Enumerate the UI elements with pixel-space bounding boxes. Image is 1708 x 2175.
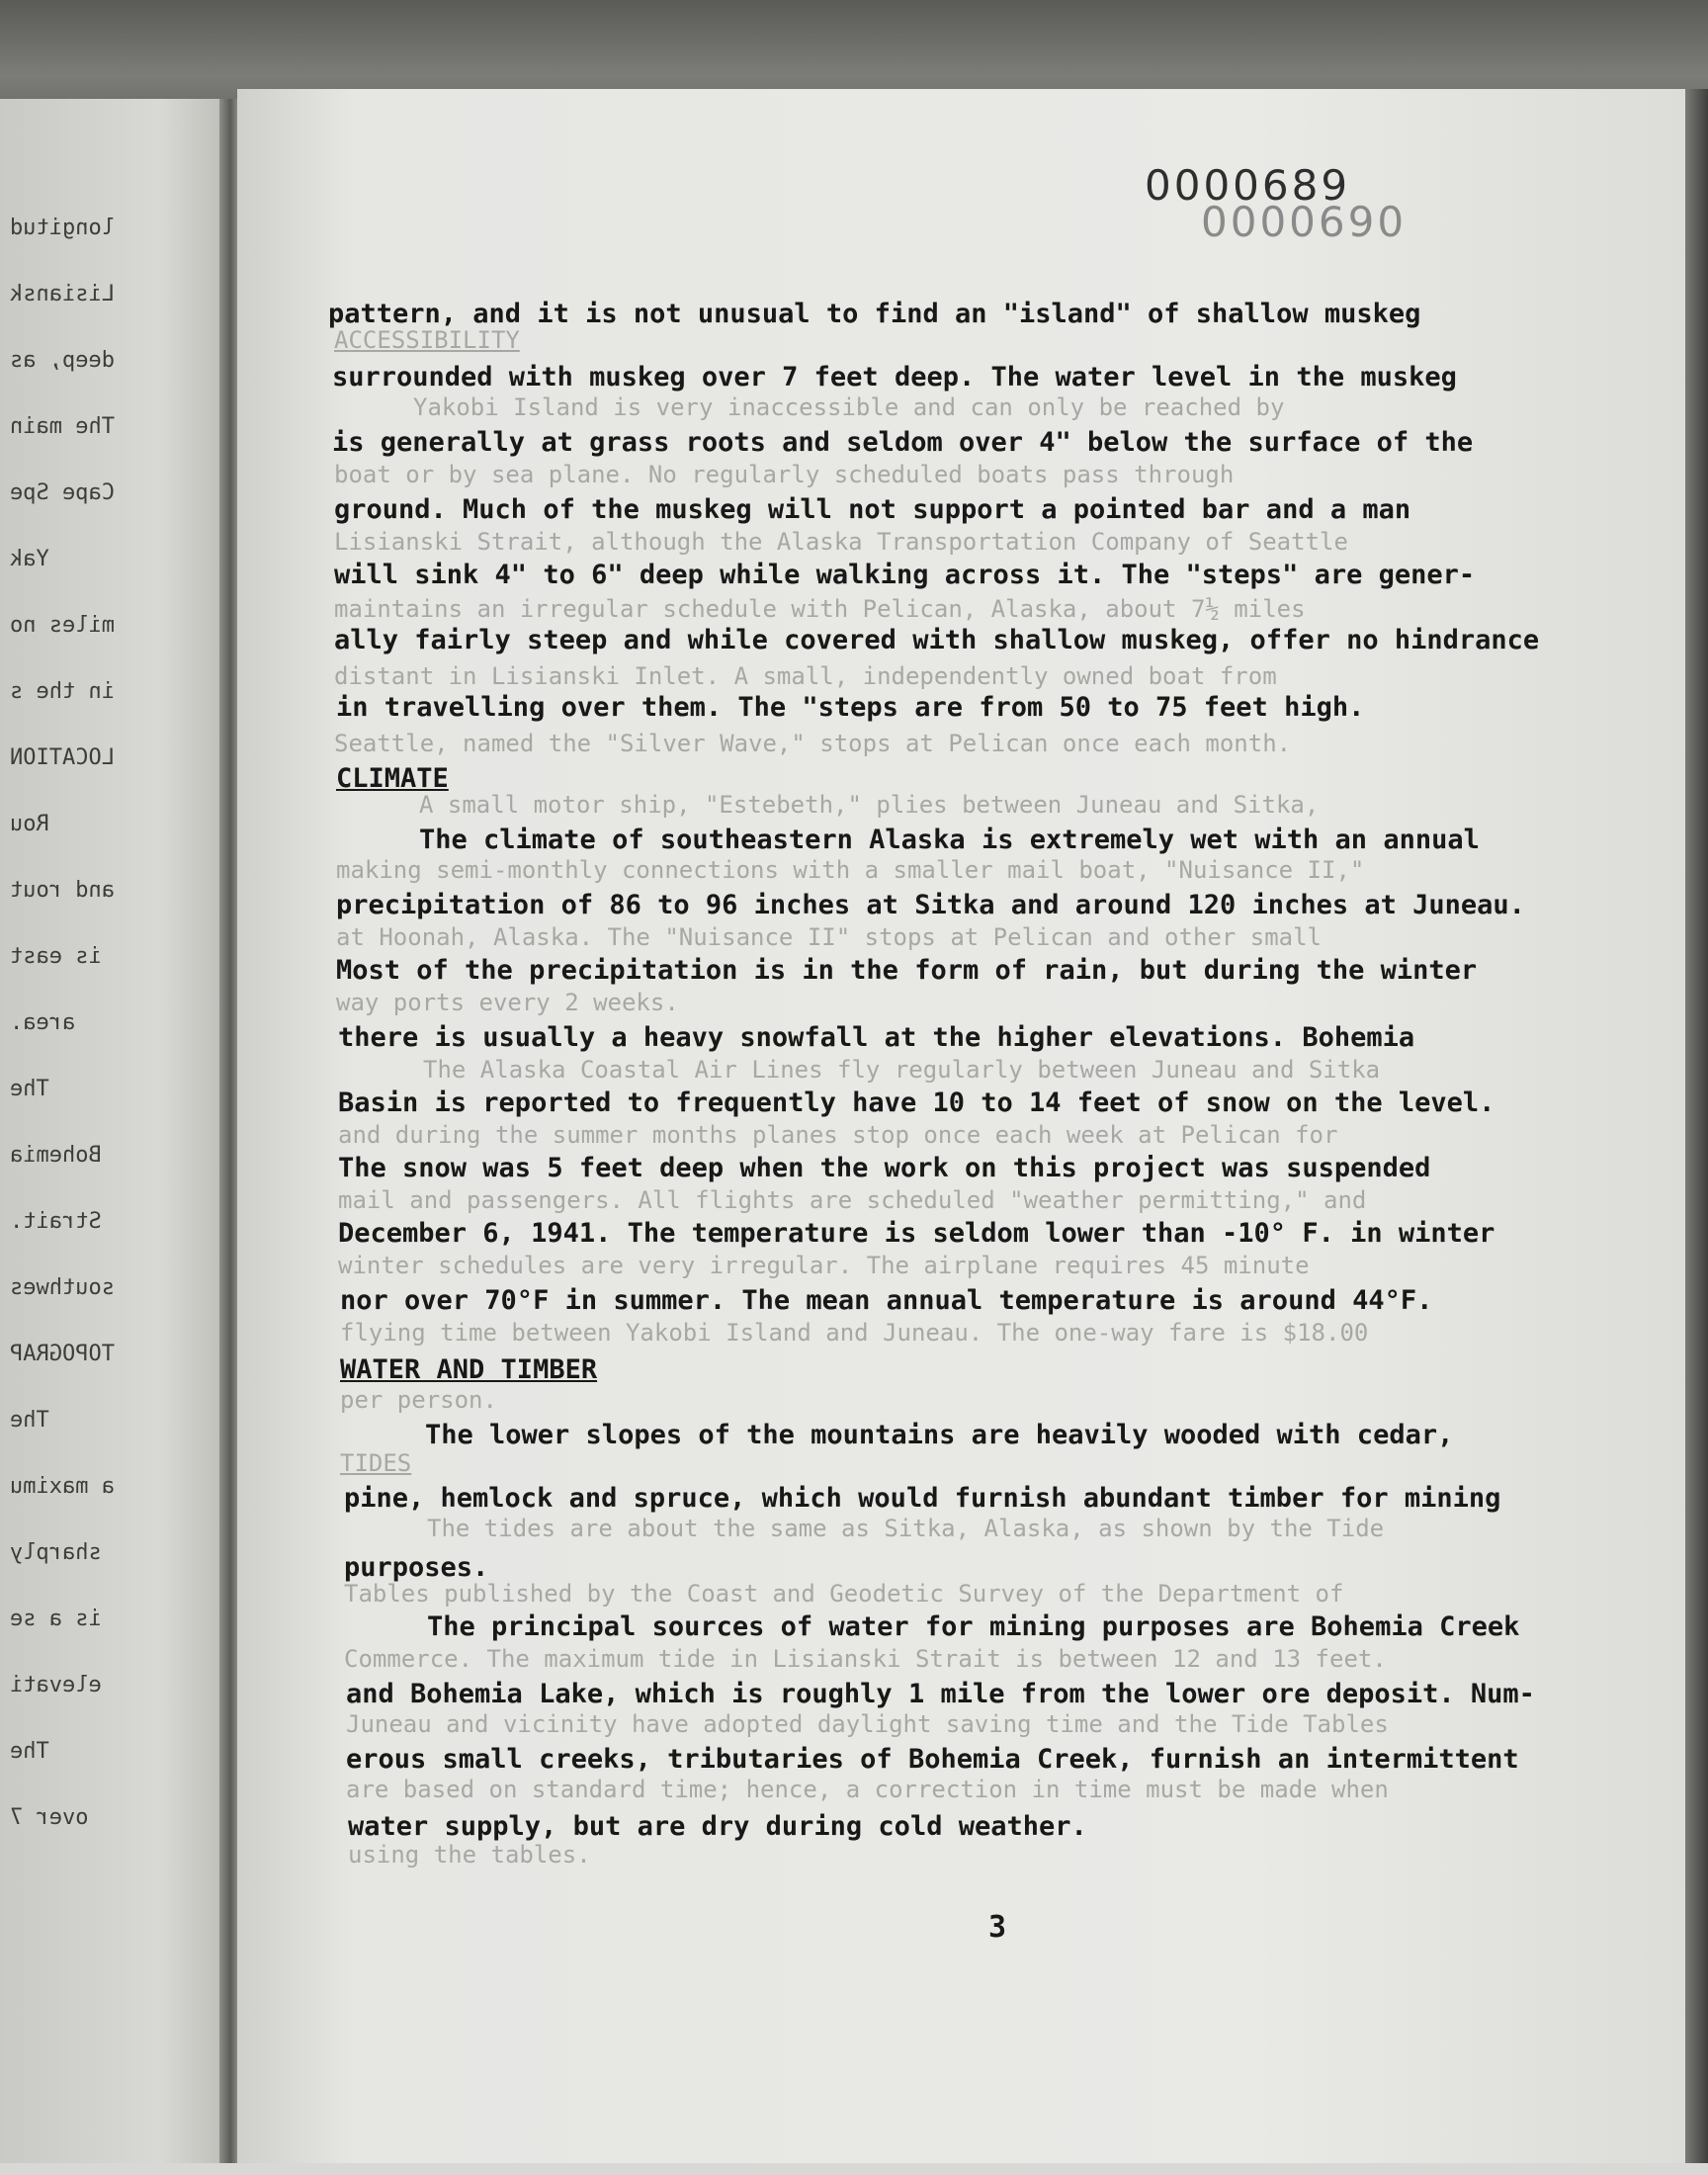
text-line: there is usually a heavy snowfall at the higher elevations. Bohemia: [338, 1022, 1415, 1053]
document-number-stamp-faded: 0000690: [1201, 198, 1408, 246]
page-number: 3: [988, 1910, 1007, 1945]
left-page-fragment: [10, 1143, 128, 1182]
left-page-fragment: [10, 1209, 128, 1249]
left-page-fragment-text: is east: [10, 944, 102, 969]
left-page-fragment: [10, 216, 128, 255]
left-page-fragment: [10, 745, 128, 785]
left-page-fragment-text: over 7: [10, 1805, 89, 1830]
left-page-fragment-text: The: [10, 1739, 49, 1764]
left-page-fragment: [10, 1010, 128, 1050]
left-page-fragment-text: Bohemia: [10, 1143, 102, 1168]
bleed-through-line: Commerce. The maximum tide in Lisianski Strait is between 12 and 13 feet.: [344, 1645, 1387, 1673]
text-line: is generally at grass roots and seldom over 4" below the surface of the: [332, 427, 1474, 458]
left-page-fragment-text: Strait.: [10, 1209, 102, 1234]
left-page-fragment-text: Rou: [10, 812, 49, 836]
left-page-fragment: [10, 1607, 128, 1646]
bleed-through-line: Seattle, named the "Silver Wave," stops at Pelican once each month.: [334, 730, 1292, 757]
left-page-fragment: [10, 414, 128, 454]
left-page-fragment-text: and rout: [10, 878, 115, 903]
text-line: erous small creeks, tributaries of Bohemia Creek, furnish an intermittent: [346, 1744, 1519, 1775]
scanner-background-bottom: [0, 2163, 1708, 2175]
page-edge-shadow: [1685, 89, 1708, 2175]
bleed-through-line: A small motor ship, "Estebeth," plies between Juneau and Sitka,: [419, 791, 1320, 819]
left-page-fragment-text: is a se: [10, 1607, 102, 1631]
left-page-fragment: [10, 679, 128, 719]
left-page-fragment: [10, 1739, 128, 1779]
left-page-fragment: [10, 1805, 128, 1845]
bleed-through-line: ACCESSIBILITY: [334, 326, 520, 354]
text-line: ground. Much of the muskeg will not support a pointed bar and a man: [334, 494, 1411, 525]
bleed-through-line: flying time between Yakobi Island and Juneau. The one-way fare is $18.00: [340, 1319, 1369, 1347]
bleed-through-line: way ports every 2 weeks.: [336, 989, 679, 1016]
left-page-fragment: [10, 1275, 128, 1315]
left-page-fragment-text: LOCATION: [10, 745, 115, 770]
bleed-through-line: Lisianski Strait, although the Alaska Transportation Company of Seattle: [334, 528, 1348, 556]
left-page-fragment-text: sharply: [10, 1540, 102, 1565]
text-line: water supply, but are dry during cold weather.: [348, 1811, 1087, 1842]
bleed-through-line: maintains an irregular schedule with Pelican, Alaska, about 7½ miles: [334, 595, 1306, 623]
bleed-through-line: distant in Lisianski Inlet. A small, independently owned boat from: [334, 662, 1277, 690]
bleed-through-line: TIDES: [340, 1449, 412, 1477]
left-page-fragment-text: Cape Spe: [10, 480, 115, 505]
bleed-through-line: winter schedules are very irregular. The airplane requires 45 minute: [338, 1252, 1310, 1279]
left-page-fragment-text: Lisiansk: [10, 282, 115, 306]
bleed-through-line: using the tables.: [348, 1841, 591, 1869]
text-line: The snow was 5 feet deep when the work on this project was suspended: [338, 1153, 1431, 1183]
text-line: purposes.: [344, 1552, 489, 1583]
left-page-fragment-text: area.: [10, 1010, 76, 1035]
bleed-through-line: mail and passengers. All flights are scheduled "weather permitting," and: [338, 1186, 1367, 1214]
left-page-fragment: [10, 1077, 128, 1116]
bleed-through-line: making semi-monthly connections with a smaller mail boat, "Nuisance II,": [336, 856, 1365, 884]
left-page-fragment: [10, 1540, 128, 1580]
bleed-through-line: The tides are about the same as Sitka, Alaska, as shown by the Tide: [427, 1515, 1385, 1542]
bleed-through-line: Juneau and vicinity have adopted daylight saving time and the Tide Tables: [346, 1710, 1389, 1738]
left-page-fragment-text: a maximu: [10, 1474, 115, 1499]
left-page-fragment-text: The main: [10, 414, 115, 439]
text-line: The principal sources of water for mining purposes are Bohemia Creek: [427, 1611, 1520, 1642]
bleed-through-line: Yakobi Island is very inaccessible and can only be reached by: [413, 393, 1285, 421]
left-page-fragment-text: elevati: [10, 1673, 102, 1697]
left-page-fragment-text: in the s: [10, 679, 115, 704]
section-heading-water-and-timber: WATER AND TIMBER: [340, 1354, 598, 1385]
text-line: in travelling over them. The "steps are from 50 to 75 feet high.: [336, 692, 1365, 723]
left-page-fragment-text: The: [10, 1077, 49, 1101]
left-page-fragment: [10, 348, 128, 388]
text-line: and Bohemia Lake, which is roughly 1 mile from the lower ore deposit. Num-: [346, 1679, 1535, 1709]
bleed-through-line: The Alaska Coastal Air Lines fly regularly between Juneau and Sitka: [423, 1056, 1381, 1084]
left-page-fragment-text: Yak: [10, 547, 49, 571]
bleed-through-line: are based on standard time; hence, a correction in time must be made when: [346, 1776, 1389, 1803]
bleed-through-line: per person.: [340, 1386, 497, 1414]
text-line: pine, hemlock and spruce, which would furnish abundant timber for mining: [344, 1483, 1501, 1514]
document-number-stamp: 0000689: [1145, 161, 1351, 210]
left-page-fragment: [10, 480, 128, 520]
text-line: December 6, 1941. The temperature is seldom lower than -10° F. in winter: [338, 1218, 1495, 1249]
left-page-fragment-text: longitud: [10, 216, 115, 240]
left-page-fragment-text: miles no: [10, 613, 115, 638]
left-page-fragment: [10, 282, 128, 321]
left-page-fragment-text: southwes: [10, 1275, 115, 1300]
left-page-fragment: [10, 878, 128, 917]
text-line: surrounded with muskeg over 7 feet deep. The water level in the muskeg: [332, 362, 1457, 392]
bleed-through-line: and during the summer months planes stop once each week at Pelican for: [338, 1121, 1338, 1149]
left-page-fragment-text: deep, as: [10, 348, 115, 373]
bleed-through-line: at Hoonah, Alaska. The "Nuisance II" stops at Pelican and other small: [336, 923, 1322, 951]
bleed-through-line: Tables published by the Coast and Geodetic Survey of the Department of: [344, 1580, 1344, 1608]
text-line: The lower slopes of the mountains are heavily wooded with cedar,: [425, 1420, 1454, 1450]
left-page-fragment: [10, 613, 128, 652]
text-line: Basin is reported to frequently have 10 to 14 feet of snow on the level.: [338, 1088, 1495, 1118]
left-page-fragment: [10, 944, 128, 984]
left-page-fragment: [10, 1673, 128, 1712]
text-line: The climate of southeastern Alaska is extremely wet with an annual: [419, 825, 1480, 855]
text-line: Most of the precipitation is in the form of rain, but during the winter: [336, 955, 1478, 986]
left-page-fragment: [10, 1342, 128, 1381]
left-page-fragment: [10, 812, 128, 851]
left-page-fragment-text: The: [10, 1408, 49, 1433]
text-line: precipitation of 86 to 96 inches at Sitka and around 120 inches at Juneau.: [336, 890, 1525, 920]
text-line: will sink 4" to 6" deep while walking across it. The "steps" are gener-: [334, 560, 1476, 590]
left-page-fragment-text: TOPOGRAP: [10, 1342, 115, 1366]
left-page-fragment: [10, 547, 128, 586]
text-line: nor over 70°F in summer. The mean annual temperature is around 44°F.: [340, 1285, 1433, 1316]
left-page-fragment: [10, 1408, 128, 1447]
text-line: pattern, and it is not unusual to find an "island" of shallow muskeg: [328, 299, 1421, 329]
section-heading-climate: CLIMATE: [336, 763, 449, 794]
bleed-through-line: boat or by sea plane. No regularly scheduled boats pass through: [334, 461, 1235, 488]
left-page: [0, 99, 229, 2170]
left-page-fragment: [10, 1474, 128, 1514]
text-line: ally fairly steep and while covered with shallow muskeg, offer no hindrance: [334, 625, 1540, 655]
